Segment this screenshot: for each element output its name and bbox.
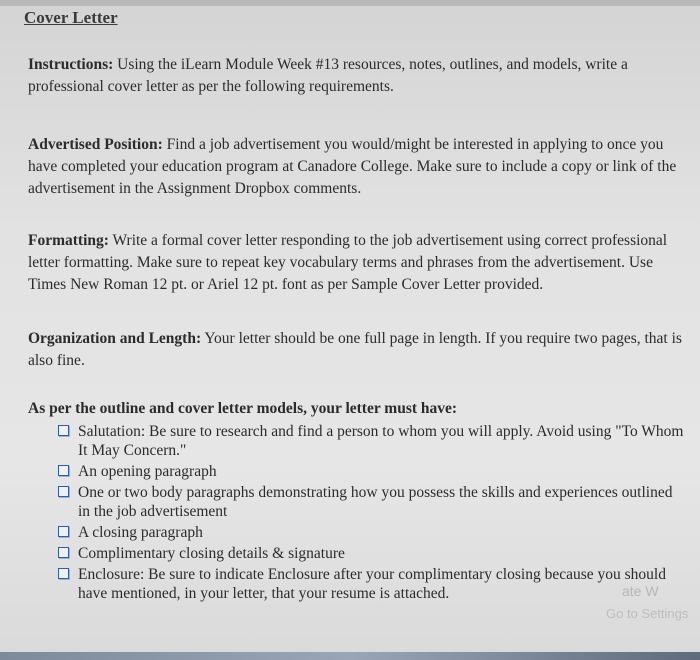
checkbox-icon xyxy=(58,526,69,537)
instructions-label: Instructions: xyxy=(28,56,114,73)
list-item: A closing paragraph xyxy=(28,523,688,542)
bottom-edge xyxy=(0,652,700,660)
list-item: An opening paragraph xyxy=(28,462,688,481)
list-item: One or two body paragraphs demonstrating how you possess the skills and experiences outlined in the job advertisement xyxy=(28,483,688,521)
list-item: Salutation: Be sure to research and find a person to whom you will apply. Avoid using "To Whom It May Concern." xyxy=(28,422,688,460)
page-title: Cover Letter xyxy=(24,8,118,27)
checkbox-icon xyxy=(58,465,69,476)
advertised-position-text: Find a job advertisement you would/might be interested in applying to once you have completed your education program at Canadore College. Make sure to include a copy or link of the advertisement in the Assignment Dropbox comments. xyxy=(28,136,677,197)
advertised-position-paragraph xyxy=(28,134,688,200)
requirements-list xyxy=(28,422,688,603)
checkbox-icon xyxy=(58,547,69,558)
instructions-text: Using the iLearn Module Week #13 resources, notes, outlines, and models, write a professional cover letter as per the following requirements. xyxy=(28,56,628,95)
checkbox-icon xyxy=(58,486,69,497)
formatting-text: Write a formal cover letter responding to the job advertisement using correct professional letter formatting. Make sure to repeat key vocabulary terms and phrases from the advertisement. Use Times New Roman 12 pt. or Ariel 12 pt. font as per Sample Cover Letter provided. xyxy=(28,232,668,293)
requirements-section xyxy=(28,398,688,605)
organization-label: Organization and Length: xyxy=(28,330,202,347)
requirements-heading: As per the outline and cover letter models, your letter must have: xyxy=(28,400,458,417)
activation-watermark-line2[interactable]: Go to Settings xyxy=(606,606,689,621)
organization-text: Your letter should be one full page in length. If you require two pages, that is also fine. xyxy=(28,330,682,369)
list-item: Complimentary closing details & signature xyxy=(28,544,688,563)
activation-watermark-line1: ate W xyxy=(622,583,659,599)
instructions-paragraph xyxy=(28,54,688,98)
formatting-label: Formatting: xyxy=(28,232,109,249)
organization-paragraph xyxy=(28,328,688,372)
list-item: Enclosure: Be sure to indicate Enclosure after your complimentary closing because you should have mentioned, in your letter, that your resume is attached. xyxy=(28,565,688,603)
formatting-paragraph xyxy=(28,230,688,296)
checkbox-icon xyxy=(58,568,69,579)
checkbox-icon xyxy=(58,425,69,436)
advertised-position-label: Advertised Position: xyxy=(28,136,163,153)
top-edge xyxy=(0,0,700,6)
